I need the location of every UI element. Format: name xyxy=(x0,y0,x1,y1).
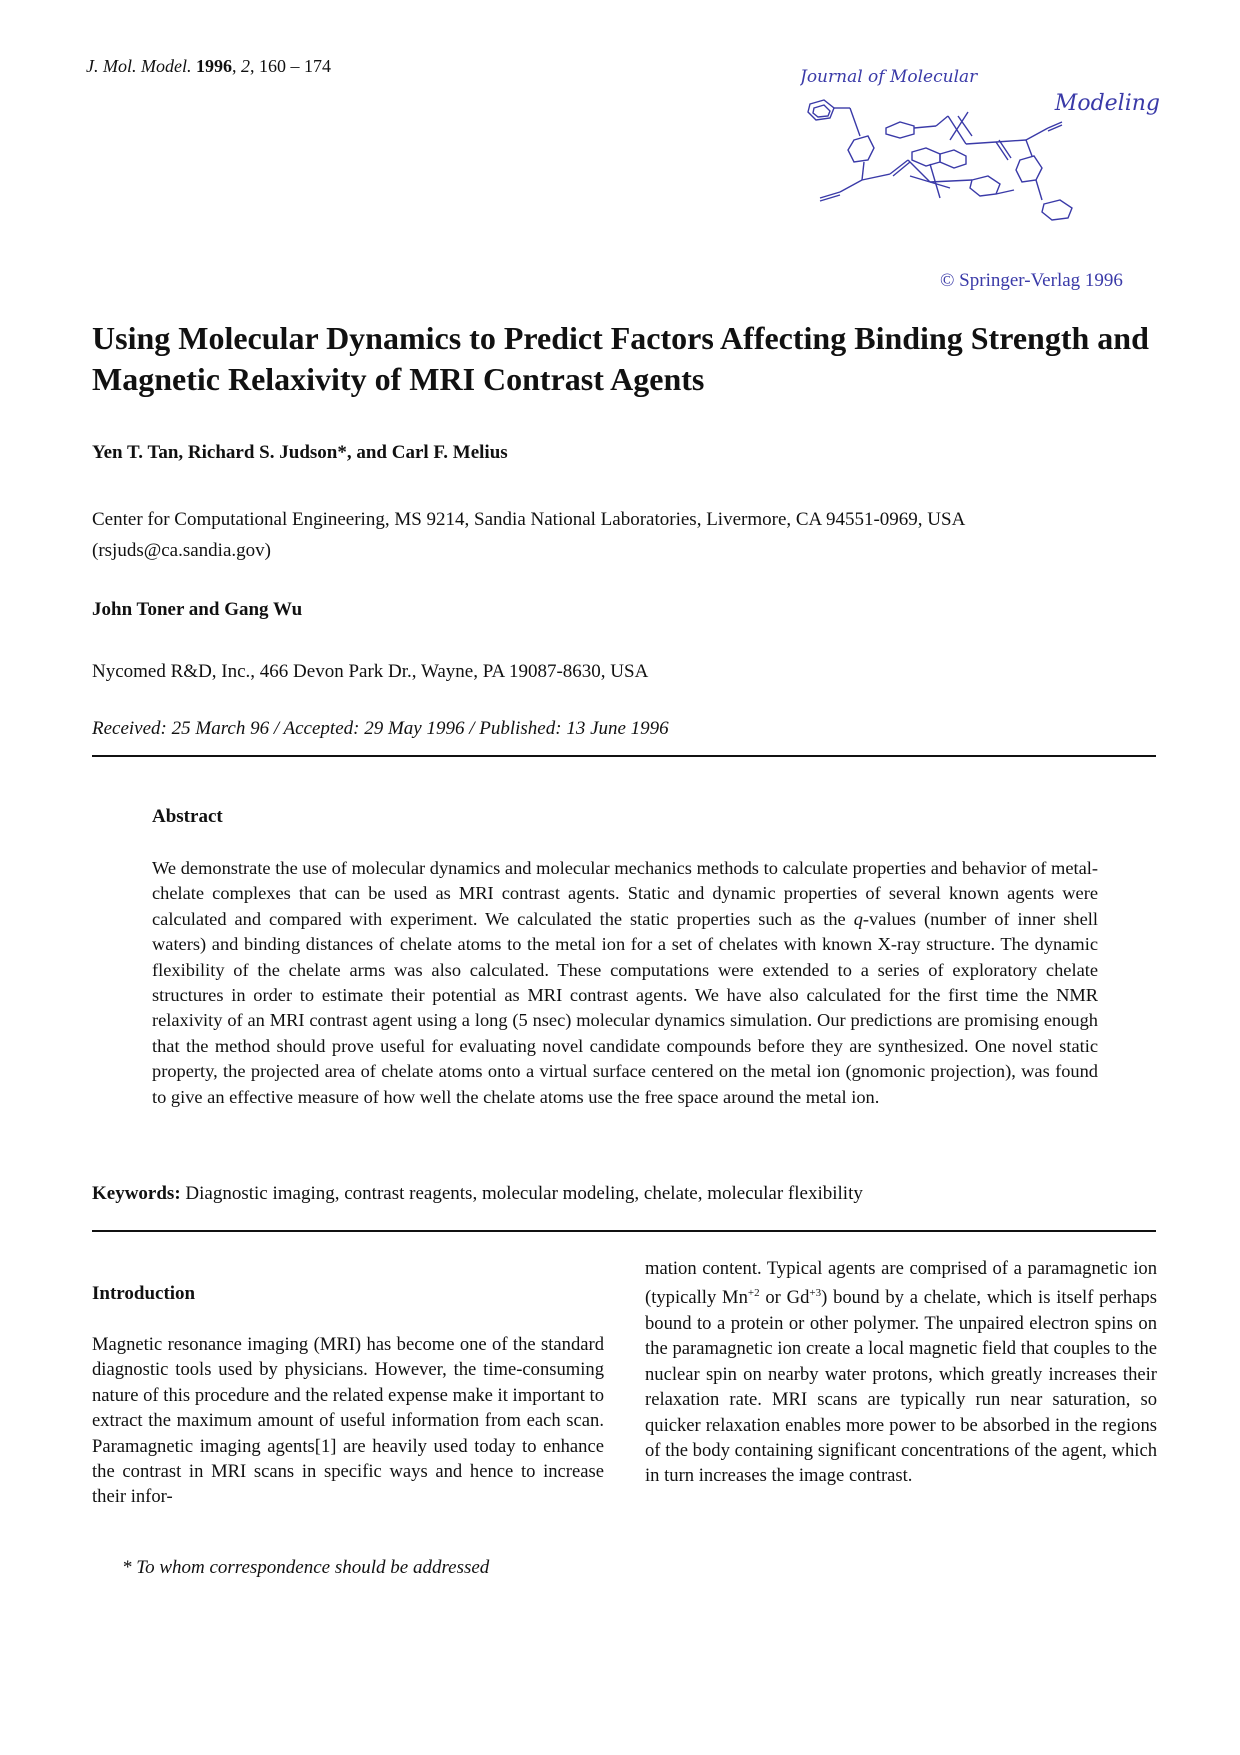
author-list-2: John Toner and Gang Wu xyxy=(92,599,303,620)
molecule-drawing xyxy=(808,100,1072,220)
logo-text-line2: Modeling xyxy=(1054,91,1160,116)
journal-logo xyxy=(800,56,1160,256)
intro-right-text-a: mation content. Typical agents are comprised of a paramagnetic ion (typically Mn xyxy=(645,1258,1157,1309)
keywords-label: Keywords: xyxy=(92,1183,181,1204)
logo-text-line1: Journal of Molecular xyxy=(800,67,978,87)
intro-right-text-b: or Gd xyxy=(759,1287,810,1309)
abstract-text-2: -values (number of inner shell waters) and binding distances of chelate atoms to the metal ion for a set of chelates with known X-ray structure. The dynamic flexibility of the chelate arms was also calculated. These computations were extended to a series of exploratory chelate structures in order to estimate their potential as MRI contrast agents. We have also calculated for the first time the NMR relaxivity of an MRI contrast agent using a long (5 nsec) molecular dynamics simulation. Our predictions are promising enough that the method should prove useful for evaluating novel candidate compounds before they are synthesized. One novel static property, the projected area of chelate atoms onto a virtual surface centered on the metal ion (gnomonic projection), was found to give an effective measure of how well the chelate atoms use the free space around the metal ion. xyxy=(152,908,1098,1107)
publication-dates: Received: 25 March 96 / Accepted: 29 May 1996 / Published: 13 June 1996 xyxy=(92,718,669,739)
introduction-left-column: Magnetic resonance imaging (MRI) has become one of the standard diagnostic tools used by physicians. However, the time-consuming nature of this procedure and the related expense make it important to extract the maximum amount of useful information from each scan. Paramagnetic imaging agents[1] are heavily used today to enhance the contrast in MRI scans in specific ways and hence to increase their infor- xyxy=(92,1334,604,1508)
journal-citation: J. Mol. Model. 1996, 2, 160 – 174 xyxy=(86,56,331,76)
author-list-1: Yen T. Tan, Richard S. Judson*, and Carl F. Melius xyxy=(92,442,508,463)
keywords xyxy=(92,1183,863,1205)
abstract-body xyxy=(152,856,1098,1110)
intro-right-text-c: ) bound by a chelate, which is itself perhaps bound to a protein or other polymer. The unpaired electron spins on the paramagnetic ion create a local magnetic field that couples to the nuclear spin on nearby water protons, which greatly increases their relaxation rate. MRI scans are typically run near saturation, so quicker relaxation enables more power to be absorbed in the regions of the body containing significant concentrations of the agent, which in turn increases the image contrast. xyxy=(645,1287,1158,1487)
citation-year: 1996 xyxy=(195,56,232,76)
affiliation-1 xyxy=(92,504,965,566)
introduction-right-column xyxy=(645,1256,1157,1489)
article-title: Using Molecular Dynamics to Predict Factors Affecting Binding Strength and Magnetic Relaxivity of MRI Contrast Agents xyxy=(92,320,1149,397)
abstract-heading: Abstract xyxy=(152,806,223,827)
correspondence-footnote: * To whom correspondence should be addressed xyxy=(122,1557,490,1578)
introduction-heading: Introduction xyxy=(92,1283,196,1304)
abstract-text-1: We demonstrate the use of molecular dynamics and molecular mechanics methods to calculate properties and behavior of metal-chelate complexes that can be used as MRI contrast agents. Static and dynamic properties of several known agents were calculated and compared with experiment. We calculated the static properties such as the xyxy=(152,858,1098,929)
abstract-q-symbol: q xyxy=(853,908,863,929)
affiliation-1-address: Center for Computational Engineering, MS 9214, Sandia National Laboratories, Livermore, CA 94551-0969, USA xyxy=(92,509,966,530)
citation-volume: 2 xyxy=(240,56,250,76)
mn-charge: +2 xyxy=(747,1287,760,1300)
divider-bottom xyxy=(92,1230,1156,1232)
affiliation-2: Nycomed R&D, Inc., 466 Devon Park Dr., Wayne, PA 19087-8630, USA xyxy=(92,661,649,682)
copyright-notice: © Springer-Verlag 1996 xyxy=(940,270,1123,291)
divider-top xyxy=(92,755,1156,757)
citation-pages: 160 – 174 xyxy=(258,56,331,76)
journal-abbrev: J. Mol. Model. xyxy=(86,56,192,76)
affiliation-1-email[interactable]: (rsjuds@ca.sandia.gov) xyxy=(92,540,271,561)
keywords-text: Diagnostic imaging, contrast reagents, molecular modeling, chelate, molecular flexibility xyxy=(185,1183,863,1204)
gd-charge: +3 xyxy=(809,1287,822,1300)
